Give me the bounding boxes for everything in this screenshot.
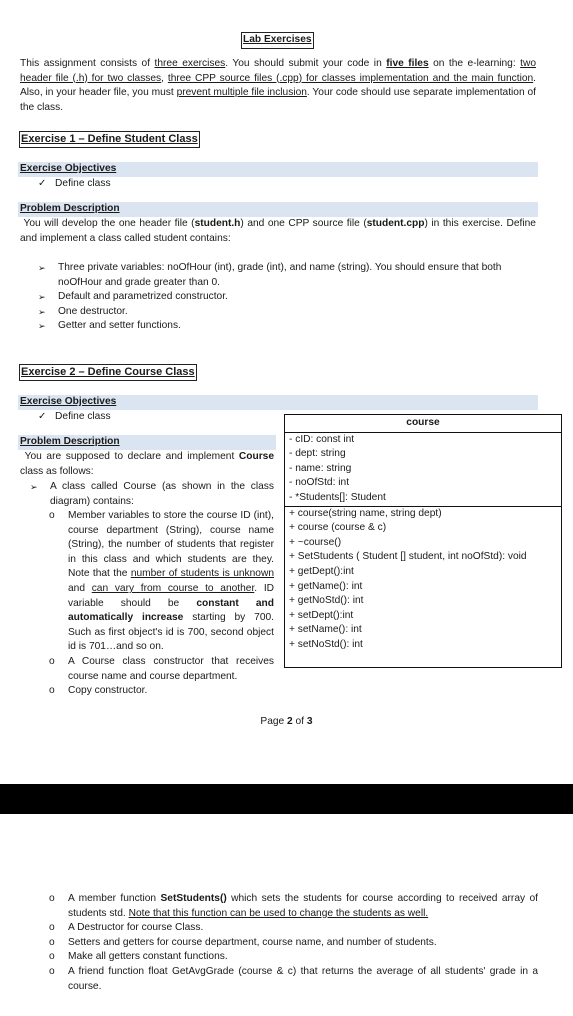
item-text: Setters and getters for course department, course name, and number of students. <box>68 936 437 948</box>
item-text: which sets the students for course according to received array of students std. <box>68 893 538 919</box>
intro-text: on the e-learning: <box>428 58 521 69</box>
exercise1-problem-band <box>18 202 538 217</box>
circle-bullet-icon: o <box>49 965 55 977</box>
page-separator <box>0 784 573 814</box>
uml-method: + SetStudents ( Student [] student, int noOfStd): void <box>289 551 527 563</box>
course-bold: Course <box>238 451 274 462</box>
list-item <box>20 305 520 320</box>
desc-text: You are supposed to declare and implement <box>24 451 239 462</box>
circle-bullet-icon: o <box>49 922 55 934</box>
list-item <box>20 319 520 334</box>
uml-method: + setNoStd(): int <box>289 638 363 650</box>
problem-label: Problem Description <box>20 203 120 214</box>
intro-text: , <box>161 72 168 84</box>
item-text: A Destructor for course Class. <box>68 922 204 934</box>
exercise2-bullet <box>20 480 274 509</box>
uml-method: + getDept():int <box>289 565 354 577</box>
exercise2-sublist <box>20 509 274 699</box>
uml-attributes <box>285 432 561 506</box>
sub-text: starting by 700. Such as first object's id is 700, second object id is 701…and so on. <box>68 612 274 653</box>
circle-bullet-icon: o <box>49 655 55 667</box>
uml-attribute: - cID: const int <box>289 433 355 445</box>
exercise2-objectives-band <box>18 395 538 410</box>
arrow-bullet-icon: ➢ <box>38 292 46 303</box>
intro-text: . Also, in your header file, you must <box>20 72 537 99</box>
uml-methods <box>285 506 561 667</box>
bullet-text: Getter and setter functions. <box>58 320 181 332</box>
list-item <box>20 950 538 965</box>
arrow-bullet-icon: ➢ <box>38 306 46 317</box>
intro-text: . You should submit your code in <box>225 58 387 69</box>
exercise1-objectives-band <box>18 162 538 177</box>
sub-text: . ID variable should be <box>68 582 275 609</box>
list-item <box>20 936 538 951</box>
intro-paragraph <box>20 57 536 115</box>
item-underline: Note that this function can be used to change the students as well. <box>128 907 429 919</box>
sub-text: Copy constructor. <box>68 685 148 697</box>
bullet-text: Default and parametrized constructor. <box>58 291 228 303</box>
uml-method: + getNoStd(): int <box>289 595 364 607</box>
sub-underline: can vary from course to another <box>91 582 255 594</box>
uml-method: + getName(): int <box>289 580 363 592</box>
page-number <box>0 715 573 730</box>
list-item <box>20 684 274 699</box>
uml-attribute: - *Students[]: Student <box>289 491 386 503</box>
item-text: A friend function float GetAvgGrade (course & c) that returns the average of all students' grade in a course. <box>68 965 538 992</box>
objective-text: Define class <box>55 411 111 422</box>
list-item <box>20 965 538 994</box>
uml-method: + setDept():int <box>289 609 354 621</box>
page-text: Page <box>260 716 288 727</box>
objective-item <box>38 410 111 425</box>
list-item <box>20 921 538 936</box>
list-item <box>20 509 274 655</box>
desc-text: ) and one CPP source file ( <box>240 218 367 229</box>
sub-text: A Course class constructor that receives course name and course department. <box>68 655 274 682</box>
uml-class-name: course <box>406 417 440 428</box>
sub-underline: number of students is unknown <box>130 568 274 580</box>
uml-method: + course(string name, string dept) <box>289 507 442 519</box>
uml-method: + ~course() <box>289 536 342 548</box>
objective-item <box>38 177 111 192</box>
item-text: Make all getters constant functions. <box>68 951 228 963</box>
page-title: Lab Exercises <box>241 32 314 49</box>
intro-underline: three CPP source files (.cpp) for classes implementation and the main function <box>167 72 534 84</box>
sub-bold: constant and automatically increase <box>68 597 274 624</box>
objective-text: Define class <box>55 178 111 189</box>
uml-attribute: - dept: string <box>289 448 346 460</box>
page-text: of <box>292 716 307 727</box>
circle-bullet-icon: o <box>49 685 55 697</box>
intro-text: . Your code should use separate implementation of the class. <box>20 87 536 113</box>
intro-text: This assignment consists of <box>20 58 155 69</box>
exercise1-heading: Exercise 1 – Define Student Class <box>19 131 200 148</box>
check-icon: ✓ <box>38 178 47 189</box>
exercise2-heading: Exercise 2 – Define Course Class <box>19 364 197 381</box>
page-current: 2 <box>287 716 293 727</box>
sub-text: and <box>68 582 92 594</box>
uml-attribute: - name: string <box>289 462 352 474</box>
objectives-label: Exercise Objectives <box>20 396 117 407</box>
list-item <box>20 261 520 290</box>
list-item <box>20 892 538 921</box>
intro-underline: prevent multiple file inclusion <box>176 87 307 99</box>
circle-bullet-icon: o <box>49 936 55 948</box>
intro-underline: two header file (.h) for two classes <box>20 58 537 84</box>
list-item <box>20 655 274 684</box>
uml-method: + course (course & c) <box>289 522 387 534</box>
bullet-text: A class called Course (as shown in the class diagram) contains: <box>50 481 274 507</box>
continuation-list <box>20 892 538 994</box>
page-total: 3 <box>306 716 313 727</box>
list-item <box>20 480 274 509</box>
desc-text: ) in this exercise. Define and implement a class called student contains: <box>20 218 536 244</box>
uml-method: + setName(): int <box>289 624 362 636</box>
list-item <box>20 290 520 305</box>
uml-attribute: - noOfStd: int <box>289 477 350 489</box>
intro-underline: three exercises <box>154 58 226 69</box>
desc-text: You will develop the one header file ( <box>23 218 195 229</box>
item-text: A member function <box>68 893 161 904</box>
bullet-text: One destructor. <box>58 305 128 317</box>
item-bold: SetStudents() <box>160 893 227 904</box>
circle-bullet-icon: o <box>49 510 55 521</box>
intro-bold: five files <box>386 58 429 69</box>
check-icon: ✓ <box>38 411 47 422</box>
exercise1-description <box>20 217 536 246</box>
arrow-bullet-icon: ➢ <box>38 321 46 332</box>
arrow-bullet-icon: ➢ <box>30 482 38 492</box>
exercise1-bullets <box>20 261 520 334</box>
arrow-bullet-icon: ➢ <box>38 263 46 273</box>
circle-bullet-icon: o <box>49 893 55 904</box>
exercise2-problem-band <box>18 435 276 450</box>
desc-text: class as follows: <box>20 465 94 477</box>
bullet-text: Three private variables: noOfHour (int), grade (int), and name (string). You should ensure that both noOfHour and grade greater than 0. <box>58 262 502 288</box>
filename-bold: student.h <box>194 218 241 229</box>
circle-bullet-icon: o <box>49 951 55 963</box>
sub-text: Member variables to store the course ID (int), course department (String), course name (String), the number of students that register in this class and which students are they. Note that the <box>68 510 274 580</box>
exercise2-description <box>20 450 274 479</box>
filename-bold: student.cpp <box>366 218 425 229</box>
uml-class-diagram <box>284 414 562 668</box>
objectives-label: Exercise Objectives <box>20 163 117 174</box>
problem-label: Problem Description <box>20 436 120 447</box>
